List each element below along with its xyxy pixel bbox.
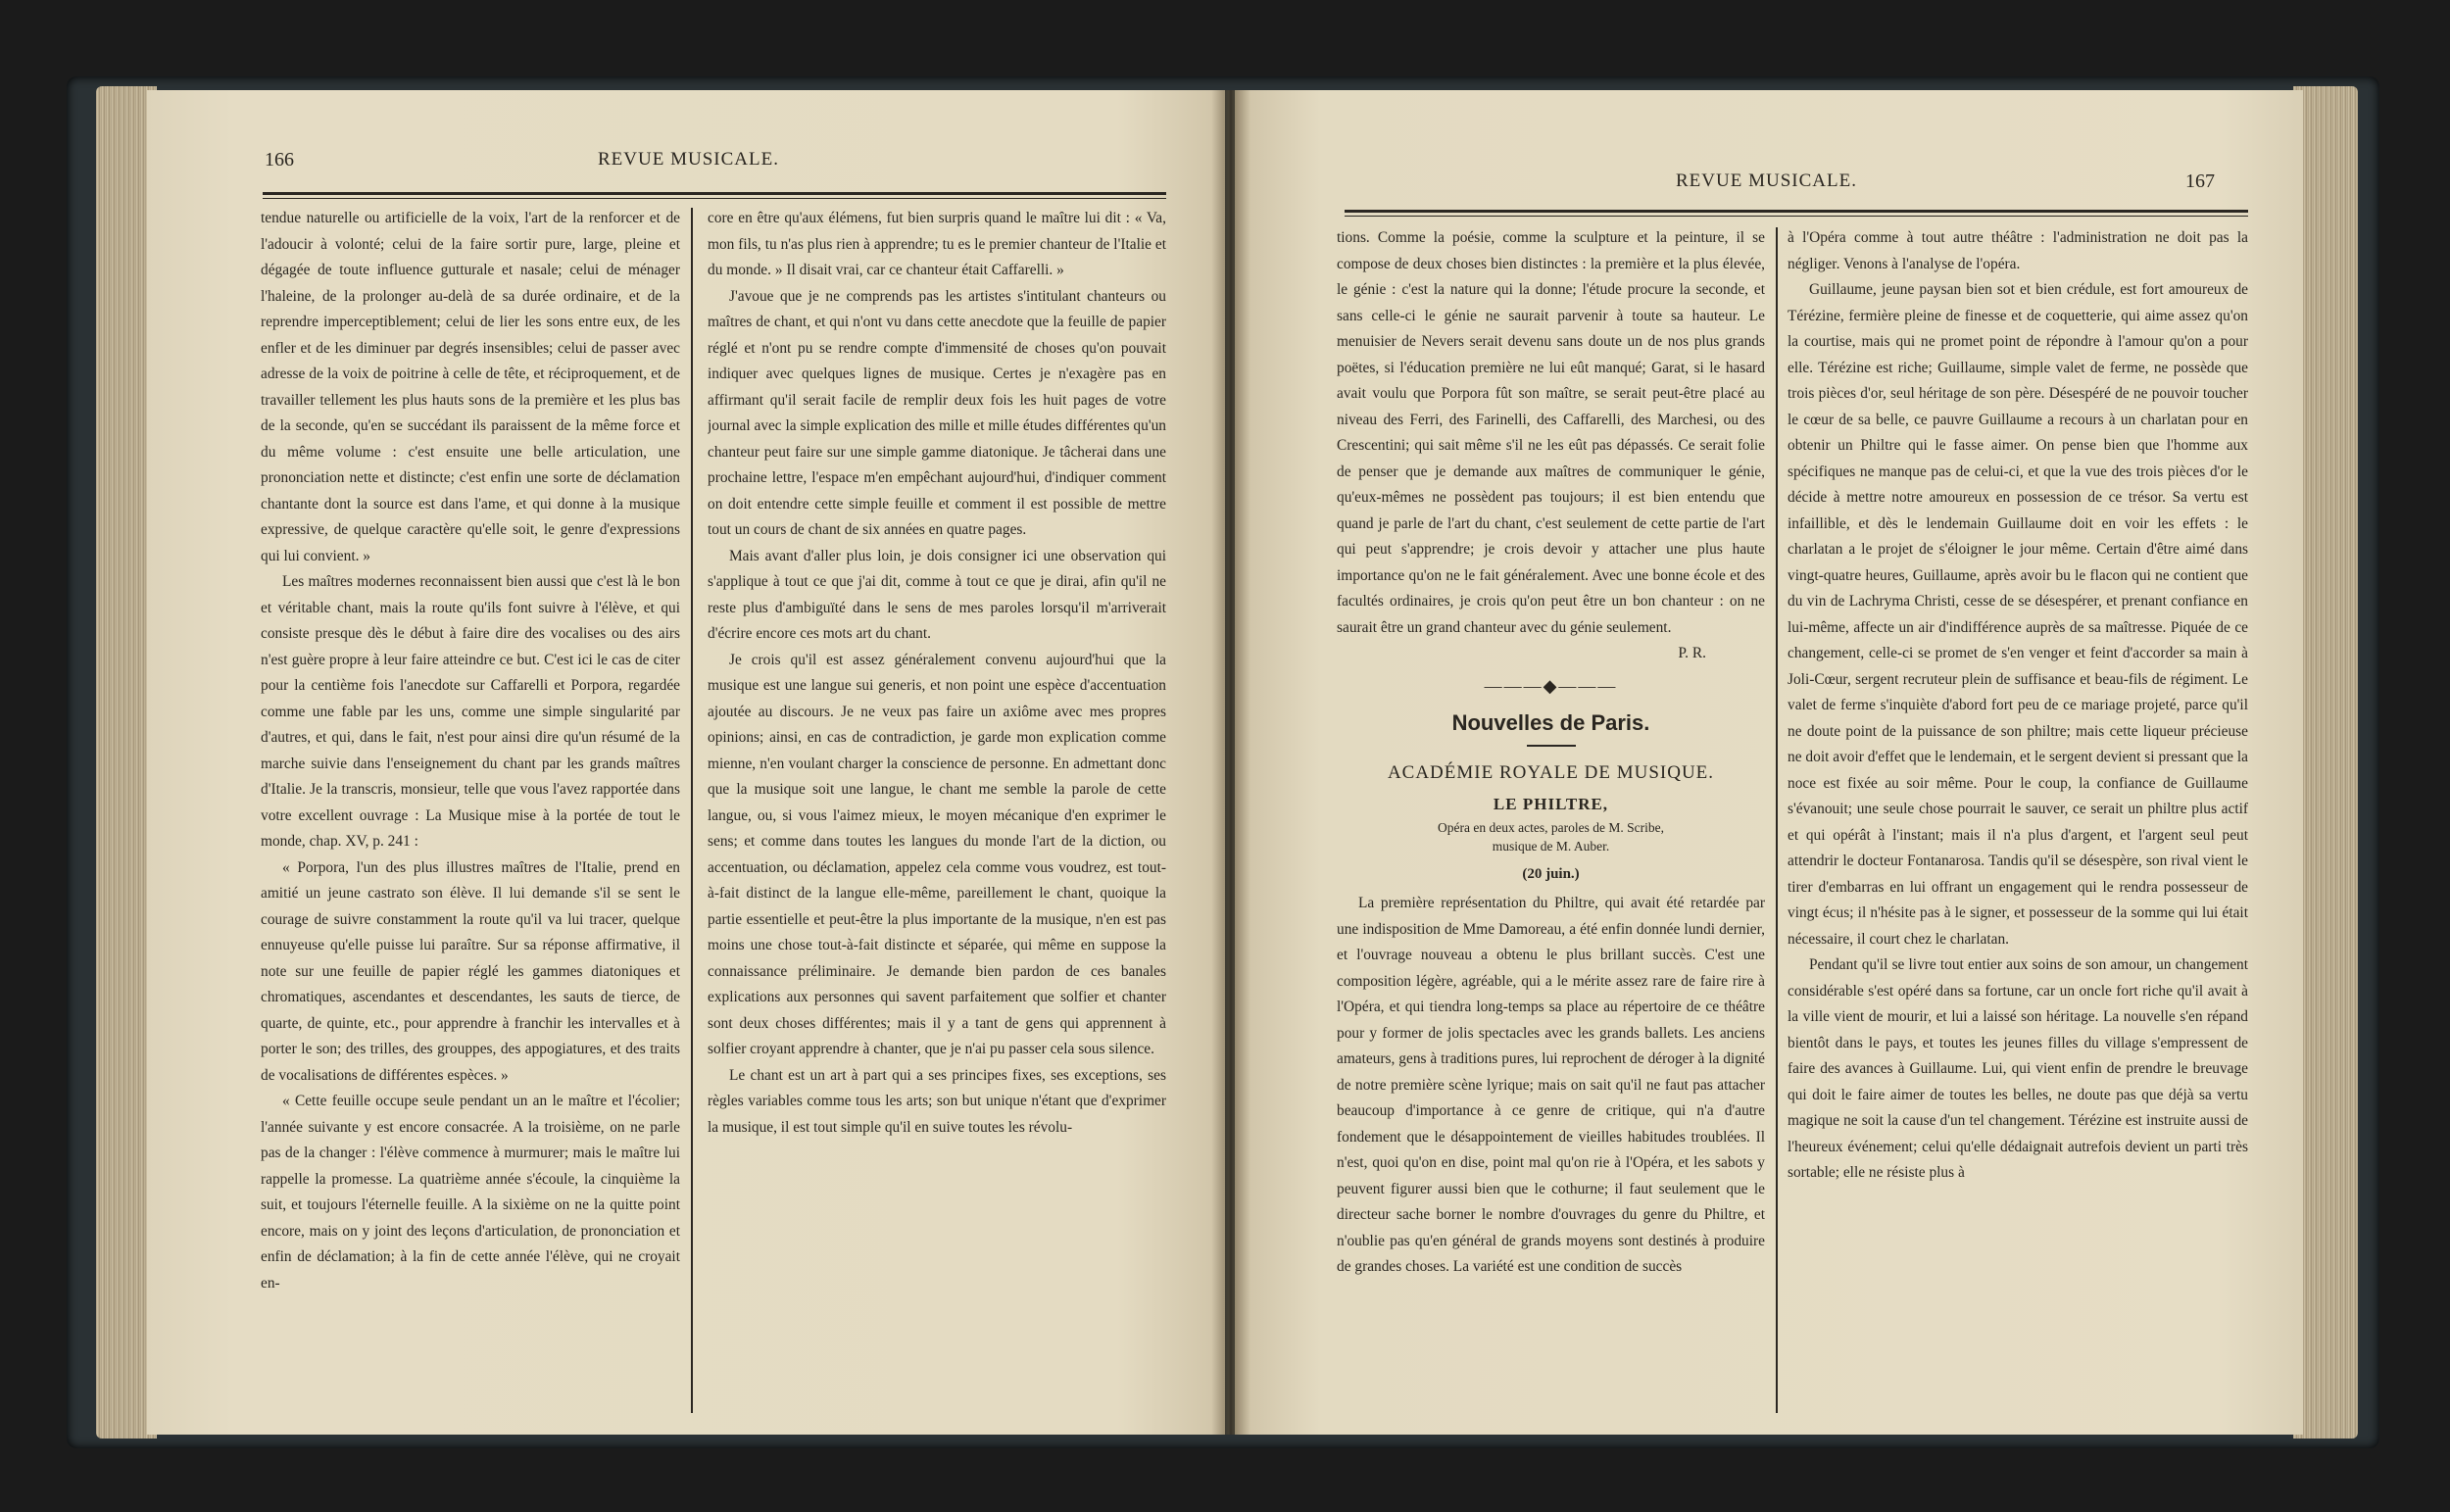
paragraph: Mais avant d'aller plus loin, je dois consigner ici une observation qui s'applique à tout ce que j'ai dit, comme à tout ce que je dirai, afin qu'il ne reste plus d'ambiguïté dans le sens de mes paroles lorsqu'il m'arriverait d'écrire encore ces mots art du chant.	[708, 547, 1166, 642]
paragraph: J'avoue que je ne comprends pas les artistes s'intitulant chanteurs ou maîtres de chant, et qui n'ont vu dans cette anecdote que la feuille de papier réglé et n'ont pu se rendre compte d'immensité de choses qu'on pouvait indiquer avec quelques lignes de musique. Certes je n'exagère pas en affirmant qu'il serait facile de remplir deux fois les huit pages de votre journal avec la simple explication des mille et mille études différentes qu'un chanteur peut faire sur une simple gamme diatonique. Je tâcherai dans une prochaine lettre, l'espace m'en empêchant aujourd'hui, d'indiquer comment on doit entendre cette simple feuille et comment il est possible de mettre tout un cours de chant de six années en quatre pages.	[708, 287, 1166, 538]
left-page	[147, 90, 1225, 1435]
left-header-rule-thin	[263, 198, 1166, 199]
paragraph: à l'Opéra comme à tout autre théâtre : l'administration ne doit pas la négliger. Venons à l'analyse de l'opéra.	[1788, 229, 2248, 272]
right-running-title: REVUE MUSICALE.	[1676, 171, 1857, 191]
book-gutter	[1211, 90, 1250, 1435]
paragraph: core en être qu'aux élémens, fut bien surpris quand le maître lui dit : « Va, mon fils, tu n'as plus rien à apprendre; tu es le premier chanteur de l'Italie et du monde. » Il disait vrai, car ce chanteur était Caffarelli. »	[708, 210, 1166, 278]
signature: P. R.	[1678, 645, 1706, 661]
institution-heading: ACADÉMIE ROYALE DE MUSIQUE.	[1387, 761, 1715, 783]
left-column-2	[708, 206, 1166, 1431]
left-column-1	[261, 206, 680, 1431]
left-header-rule	[263, 192, 1166, 195]
paragraph: « Cette feuille occupe seule pendant un an le maître et l'écolier; l'année suivante y est encore consacrée. A la troisième, on ne parle pas de la changer : l'élève commence à murmurer; mais le maître lui rappelle la promesse. La quatrième année s'écoule, la cinquième la suit, et toujours l'éternelle feuille. A la sixième on ne la quitte point encore, mais on y joint des leçons d'articulation, de prononciation et enfin de déclamation; à la fin de cette année l'élève, qui ne croyait en-	[261, 1093, 680, 1292]
paragraph: tions. Comme la poésie, comme la sculpture et la peinture, il se compose de deux choses bien distinctes : la première et la plus élevée, le génie : c'est la nature qui la donne; l'étude procure la seconde, et sans celle-ci le génie ne saurait parvenir à toute sa hauteur. Le menuisier de Nevers serait devenu sans doute un de nos plus grands poëtes, si l'éducation première ne lui eût manqué; Garat, si le hasard avait voulu que Porpora fût son maître, se serait peut-être placé au niveau des Ferri, des Farinelli, des Caffarelli, des Marchesi, ou des Crescentini; qui sait même s'il ne les eût pas dépassés. Ce serait folie de penser que je demande aux maîtres de communiquer le génie, qu'eux-mêmes ne possèdent pas toujours; il est bien entendu que quand je parle de l'art du chant, c'est seulement de cette partie de l'art qui peut s'apprendre; je crois devoir y attacher une plus haute importance qu'on ne le fait généralement. Avec une bonne école et des facultés ordinaires, je crois qu'on peut être un bon chanteur : on ne saurait être un grand chanteur avec du génie seulement.	[1337, 229, 1765, 636]
right-page	[1235, 90, 2303, 1435]
right-header-rule-thin	[1345, 216, 2248, 217]
paragraph: Guillaume, jeune paysan bien sot et bien crédule, est fort amoureux de Térézine, fermière pleine de finesse et de coquetterie, qui aime assez qu'on la courtise, mais qui ne promet point de répondre à l'amour qu'on a pour elle. Térézine est riche; Guillaume, simple valet de ferme, ne possède que trois pièces d'or, seul héritage de son père. Désespéré de ne pouvoir toucher le cœur de sa belle, ce pauvre Guillaume a recours à un charlatan pour en obtenir un Philtre qui le fasse aimer. On pense bien que l'homme aux spécifiques ne manque pas de celui-ci, et que la vue des trois pièces d'or le décide à mettre notre amoureux en possession de ce trésor. Sa vertu est infaillible, et dès le lendemain Guillaume doit en voir les effets : le charlatan a le projet de s'éloigner le jour même. Certain d'être aimé dans vingt-quatre heures, Guillaume, après avoir bu le flacon qui ne contient que du vin de Lachryma Christi, cesse de se désespérer, et prenant confiance en lui-même, affecte un air d'indifférence auprès de sa maîtresse. Piquée de ce changement, celle-ci se promet de s'en venger et feint d'accorder sa main à Joli-Cœur, sergent recruteur plein de suffisance et beau-fils de régiment. Le valet de ferme s'inquiète d'abord fort peu de ce mariage projeté, parce qu'il ne doute point de la puissance de son philtre; mais cette liqueur précieuse ne doit avoir d'effet que le lendemain, et le sergent devient si pressant que la noce est fixée au soir même. Pour le coup, la confiance de Guillaume s'évanouit; une seule chose pourrait le sauver, ce serait un philtre plus actif et qui opérât à l'instant; mais il n'a plus d'argent, et l'argent seul peut attendrir le docteur Fontanarosa. Tandis qu'il se désespère, son rival vient le tirer d'embarras en lui offrant un engagement qui le rendra possesseur de vingt écus; il n'hésite pas à le signer, et possesseur de la somme qui lui était nécessaire, il court chez le charlatan.	[1788, 281, 2248, 948]
right-column-divider	[1776, 227, 1778, 1413]
performance-date: (20 juin.)	[1522, 865, 1580, 882]
section-short-rule	[1527, 745, 1576, 747]
paragraph: Le chant est un art à part qui a ses principes fixes, ses exceptions, ses règles variables comme tous les arts; son but unique n'étant que d'exprimer la musique, il est tout simple qu'il en suive toutes les révolu-	[708, 1066, 1166, 1136]
right-header-rule	[1345, 210, 2248, 213]
left-page-number: 166	[265, 149, 294, 171]
section-title: Nouvelles de Paris.	[1451, 710, 1650, 735]
paragraph: tendue naturelle ou artificielle de la voix, l'art de la renforcer et de l'adoucir à volonté; celui de la faire sortir pure, large, pleine et dégagée de toute influence gutturale et nasale; celui de ménager l'haleine, de la prolonger au-delà de sa durée ordinaire, et de la reprendre imperceptiblement; celui de lier les sons entre eux, de les enfler et de les diminuer par degrés insensibles; celui de passer avec adresse de la voix de poitrine à celle de tête, et réciproquement, et de travailler tellement les plus hauts sons de la première et les plus bas de la seconde, qu'en se succédant ils paraissent de la même force et du même volume : c'est ensuite une belle articulation, une prononciation nette et distincte; c'est enfin une sorte de déclamation chantante dont la source est dans l'ame, et qui donne à la musique expressive, de quelque caractère qu'elle soit, le genre d'expressions qui lui convient. »	[261, 210, 680, 564]
right-column-1	[1337, 225, 1765, 1440]
paragraph: « Porpora, l'un des plus illustres maîtres de l'Italie, prend en amitié un jeune castrato son élève. Il lui demande s'il se sent le courage de suivre constamment la route qu'il va lui tracer, quelque ennuyeuse qu'elle puisse lui paraître. Sur sa réponse affirmative, il note sur une feuille de papier réglé les gammes diatoniques et chromatiques, ascendantes et descendantes, les sauts de tierce, de quarte, de quinte, etc., pour apprendre à franchir les intervalles et à porter le son; des trilles, des grouppes, des appogiatures, et des traits de vocalisations de différentes espèces. »	[261, 858, 680, 1084]
paragraph: Les maîtres modernes reconnaissent bien aussi que c'est là le bon et véritable chant, mais la route qu'ils font suivre à l'élève, et qui consiste presque dès le début à faire dire des vocalises ou des airs n'est guère propre à leur faire atteindre ce but. C'est ici le cas de citer pour la centième fois l'anecdote sur Caffarelli et Porpora, regardée comme une fable par les uns, comme une simple singularité par d'autres, et qui, dans le fait, n'est pour ainsi dire qu'un résumé de la marche suivie dans l'enseignement du chant par les grands maîtres d'Italie. Je la transcris, monsieur, telle que vous l'avez rapportée dans votre excellent ouvrage : La Musique mise à la portée de tout le monde, chap. XV, p. 241 :	[261, 573, 680, 850]
left-column-divider	[691, 208, 693, 1413]
section-ornament: ———◆———	[1484, 675, 1618, 696]
right-page-number: 167	[2185, 171, 2215, 192]
paragraph: La première représentation du Philtre, qui avait été retardée par une indisposition de Mme Damoreau, a été enfin donnée lundi dernier, et l'ouvrage nouveau a obtenu le plus brillant succès. C'est une composition légère, agréable, qui a le mérite assez rare de faire rire à l'Opéra, et qui tiendra long-temps sa place au répertoire de ce théâtre pour y former de jolis spectacles avec les grands ballets. Les anciens amateurs, gens à traditions pures, lui reprochent de déroger à la dignité de notre première scène lyrique; mais on sait qu'il ne faut pas attacher beaucoup d'importance à ce genre de critique, qui n'a d'autre fondement que le désappointement de vieilles habitudes troublées. Il n'est, quoi qu'on en dise, point mal qu'on rie à l'Opéra, et les sabots y peuvent figurer aussi bien que le cothurne; il faut seulement que le directeur sache borner le nombre d'ouvrages du genre du Philtre, et n'oublie pas qu'en général de grands moyens sont destinés à produire de grandes choses. La variété est une condition de succès	[1337, 895, 1765, 1275]
paragraph: Je crois qu'il est assez généralement convenu aujourd'hui que la musique est une langue sui generis, et non point une espèce d'accentuation ajoutée au discours. Je ne veux pas faire un axiôme avec mes propres opinions; ainsi, en cas de contradiction, je garde mon explication comme mienne, n'en voulant charger la conscience de personne. En admettant donc que la musique soit une langue, le chant me semble la parole de cette langue, ou, si vous l'aimez mieux, le moyen mécanique d'en exprimer le sens; et comme dans toutes les langues du monde l'art de la diction, ou accentuation, ou déclamation, appelez cela comme vous voudrez, est tout-à-fait distinct de la langue elle-même, pareillement le chant, quoique la partie essentielle et peut-être la plus importante de la musique, n'en est pas moins une chose tout-à-fait distincte et séparée, qui même en suppose la connaissance préliminaire. Je demande bien pardon de ces banales explications aux personnes qui savent parfaitement que solfier et chanter sont deux choses différentes; mais il y a tant de gens qui apprennent à solfier croyant apprendre à chanter, que je n'ai pu passer cela sous silence.	[708, 651, 1166, 1057]
credit-line: Opéra en deux actes, paroles de M. Scribe,	[1438, 819, 1664, 835]
left-running-title: REVUE MUSICALE.	[598, 149, 779, 170]
credit-line: musique de M. Auber.	[1492, 838, 1610, 854]
paragraph: Pendant qu'il se livre tout entier aux soins de son amour, un changement considérable s'est opéré dans sa fortune, car un oncle fort riche qu'il avait à la ville vient de mourir, et lui a laissé son héritage. La nouvelle s'en répand bientôt dans le pays, et toutes les jeunes filles du village s'empressent de faire des avances à Guillaume. Lui, qui vient enfin de prendre le breuvage qui doit le faire aimer de toutes les belles, ne doute pas que déjà sa vertu magique ne soit la cause d'un tel changement. Térézine est instruite aussi de l'heureux événement; celui qu'elle dédaignait autrefois devient un parti très sortable; elle ne résiste plus à	[1788, 956, 2248, 1181]
piece-title: LE PHILTRE,	[1493, 795, 1609, 813]
right-column-2	[1788, 225, 2248, 1440]
